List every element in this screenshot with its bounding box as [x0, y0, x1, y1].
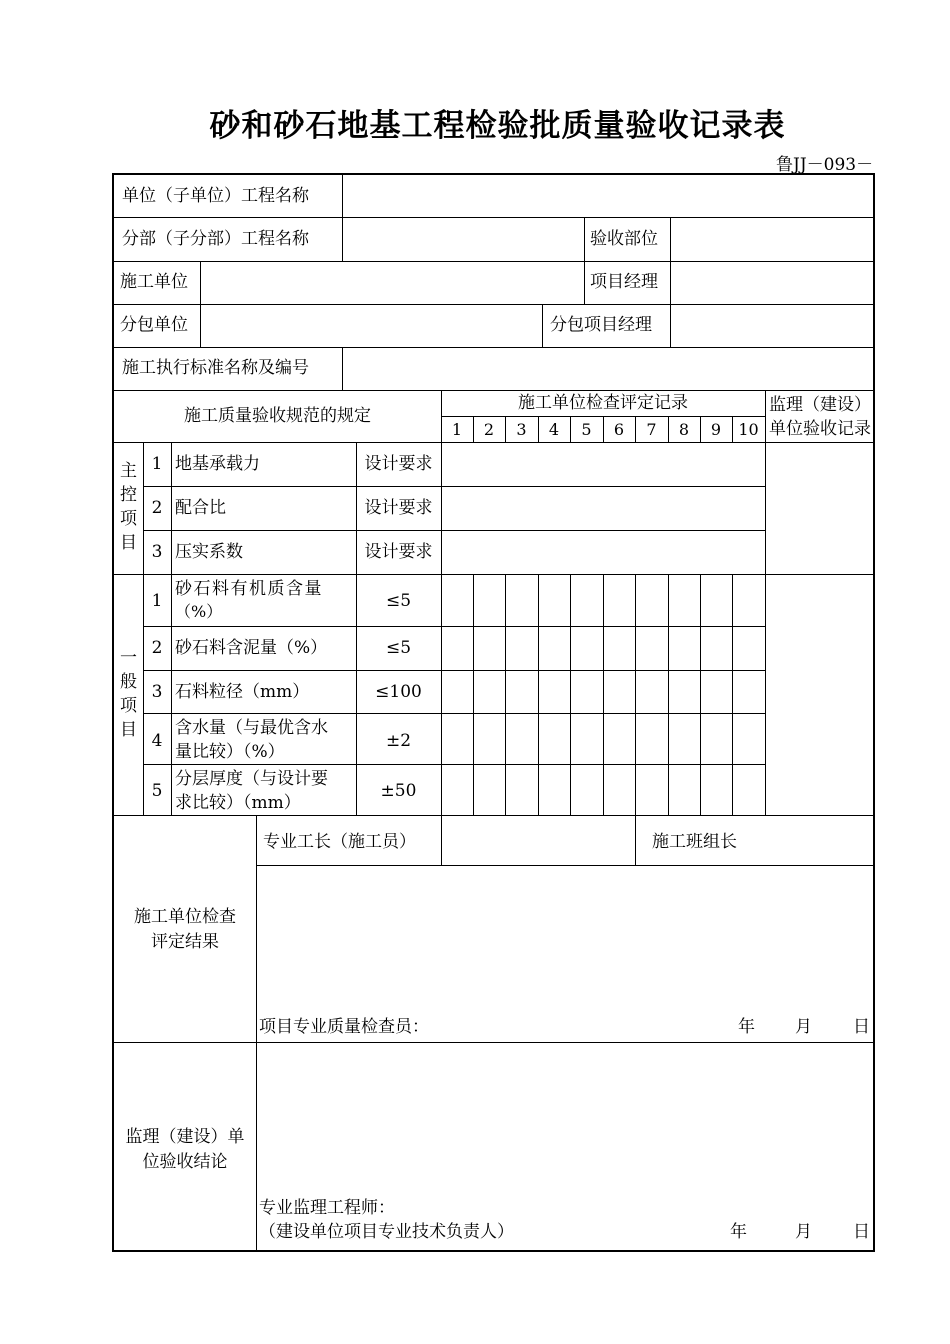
grid-line	[670, 217, 671, 304]
column-number: 4	[548, 420, 560, 439]
check-record-label: 施工单位检查评定记录	[518, 393, 688, 413]
grid-line	[114, 347, 875, 348]
grid-line	[200, 261, 201, 347]
main-item-requirement: 设计要求	[364, 542, 433, 562]
grid-line	[143, 626, 765, 627]
grid-line	[584, 217, 585, 304]
supervision-result-label-cont: 位验收结论	[142, 1152, 228, 1172]
main-group-char: 主	[120, 461, 137, 481]
page-title: 砂和砂石地基工程检验批质量验收记录表	[209, 108, 786, 144]
main-item-name: 地基承载力	[175, 454, 260, 474]
supervisor-header-line2: 单位验收记录	[769, 419, 871, 439]
column-number: 2	[483, 420, 495, 439]
sub-project-label: 分部（子分部）工程名称	[122, 229, 309, 249]
column-number: 8	[678, 420, 690, 439]
grid-line	[143, 764, 765, 765]
grid-line	[342, 175, 343, 217]
main-group-char: 控	[120, 485, 137, 505]
subcontract-manager-label: 分包项目经理	[550, 315, 652, 335]
main-group-char: 目	[120, 533, 137, 553]
team-leader-label: 施工班组长	[652, 832, 737, 852]
general-item-name: 石料粒径（mm）	[175, 682, 310, 702]
column-number: 7	[646, 420, 657, 439]
main-item-number: 3	[151, 542, 163, 562]
grid-line	[570, 574, 571, 815]
grid-line	[732, 574, 733, 815]
grid-line	[114, 390, 875, 391]
column-number: 5	[581, 420, 592, 439]
grid-line	[114, 304, 875, 305]
foreman-label: 专业工长（施工员）	[263, 832, 416, 852]
grid-line	[441, 390, 442, 815]
general-item-requirement: ±2	[385, 731, 412, 751]
construction-result-label: 施工单位检查	[134, 907, 236, 927]
general-item-requirement: ±50	[380, 781, 417, 801]
subcontract-unit-label: 分包单位	[120, 315, 188, 335]
date-day: 日	[853, 1017, 870, 1037]
general-item-requirement: ≤5	[385, 638, 412, 658]
grid-line	[635, 574, 636, 815]
general-item-number: 1	[151, 591, 163, 611]
construction-result-label-cont: 评定结果	[151, 932, 219, 952]
grid-line	[342, 347, 343, 390]
general-item-number: 3	[151, 682, 163, 702]
grid-line	[505, 574, 506, 815]
grid-line	[765, 390, 766, 815]
general-group-char: 般	[120, 672, 137, 692]
supervision-engineer-label: 专业监理工程师：	[259, 1198, 395, 1218]
general-group-char: 目	[120, 720, 137, 740]
general-group-char: 项	[120, 696, 137, 716]
grid-line	[441, 815, 442, 865]
grid-line	[114, 261, 875, 262]
main-item-requirement: 设计要求	[364, 454, 433, 474]
grid-line	[171, 442, 172, 815]
unit-project-label: 单位（子单位）工程名称	[122, 186, 309, 206]
main-group-char: 项	[120, 509, 137, 529]
grid-line	[473, 574, 474, 815]
grid-line	[143, 713, 765, 714]
general-item-number: 4	[151, 731, 163, 751]
column-number: 1	[451, 420, 463, 439]
grid-line	[114, 574, 875, 575]
grid-line	[342, 217, 343, 261]
main-item-number: 1	[151, 454, 163, 474]
column-number: 6	[613, 420, 625, 439]
general-item-name: 砂石料含泥量（%）	[175, 638, 328, 658]
general-item-number: 2	[151, 638, 163, 658]
supervision-result-label: 监理（建设）单	[125, 1127, 245, 1147]
grid-line	[114, 442, 875, 443]
general-item-name: 砂石料有机质含量	[175, 579, 323, 599]
construction-unit-label: 施工单位	[120, 272, 188, 292]
form-table	[112, 173, 875, 1252]
column-number: 9	[710, 420, 722, 439]
grid-line	[256, 815, 257, 1252]
grid-line	[143, 530, 765, 531]
main-item-name: 配合比	[175, 498, 226, 518]
column-number: 3	[516, 420, 527, 439]
general-item-name: 分层厚度（与设计要	[175, 769, 328, 789]
standard-label: 施工执行标准名称及编号	[122, 358, 309, 378]
general-item-name-cont: （%）	[175, 602, 223, 621]
main-item-requirement: 设计要求	[364, 498, 433, 518]
date-month: 月	[795, 1222, 812, 1242]
column-number: 10	[738, 420, 759, 439]
project-manager-label: 项目经理	[590, 272, 658, 292]
general-item-requirement: ≤5	[385, 591, 412, 611]
form-code: 鲁JJ－093－	[776, 155, 874, 175]
owner-representative-label: （建设单位项目专业技术负责人）	[259, 1222, 514, 1242]
main-item-number: 2	[151, 498, 163, 518]
date-year: 年	[730, 1222, 747, 1242]
general-item-name-cont: 量比较）（%）	[175, 742, 285, 762]
date-month: 月	[795, 1017, 812, 1037]
general-group-char: 一	[120, 648, 137, 668]
grid-line	[114, 217, 875, 218]
grid-line	[603, 574, 604, 815]
main-item-name: 压实系数	[175, 542, 243, 562]
general-item-number: 5	[151, 781, 163, 801]
grid-line	[143, 670, 765, 671]
general-item-requirement: ≤100	[375, 682, 422, 702]
date-year: 年	[738, 1017, 755, 1037]
grid-line	[670, 304, 671, 347]
grid-line	[542, 304, 543, 347]
grid-line	[143, 486, 765, 487]
general-item-name-cont: 求比较）（mm）	[175, 793, 301, 813]
spec-label: 施工质量验收规范的规定	[184, 406, 371, 426]
general-item-name: 含水量（与最优含水	[175, 718, 328, 738]
acceptance-part-label: 验收部位	[590, 229, 658, 249]
grid-line	[668, 574, 669, 815]
grid-line	[635, 815, 636, 865]
quality-inspector-label: 项目专业质量检查员：	[259, 1017, 429, 1037]
grid-line	[538, 574, 539, 815]
date-day: 日	[853, 1222, 870, 1242]
supervisor-header-line1: 监理（建设）	[769, 395, 871, 415]
grid-line	[256, 865, 875, 866]
grid-line	[114, 815, 875, 816]
grid-line	[700, 574, 701, 815]
grid-line	[114, 1042, 875, 1043]
